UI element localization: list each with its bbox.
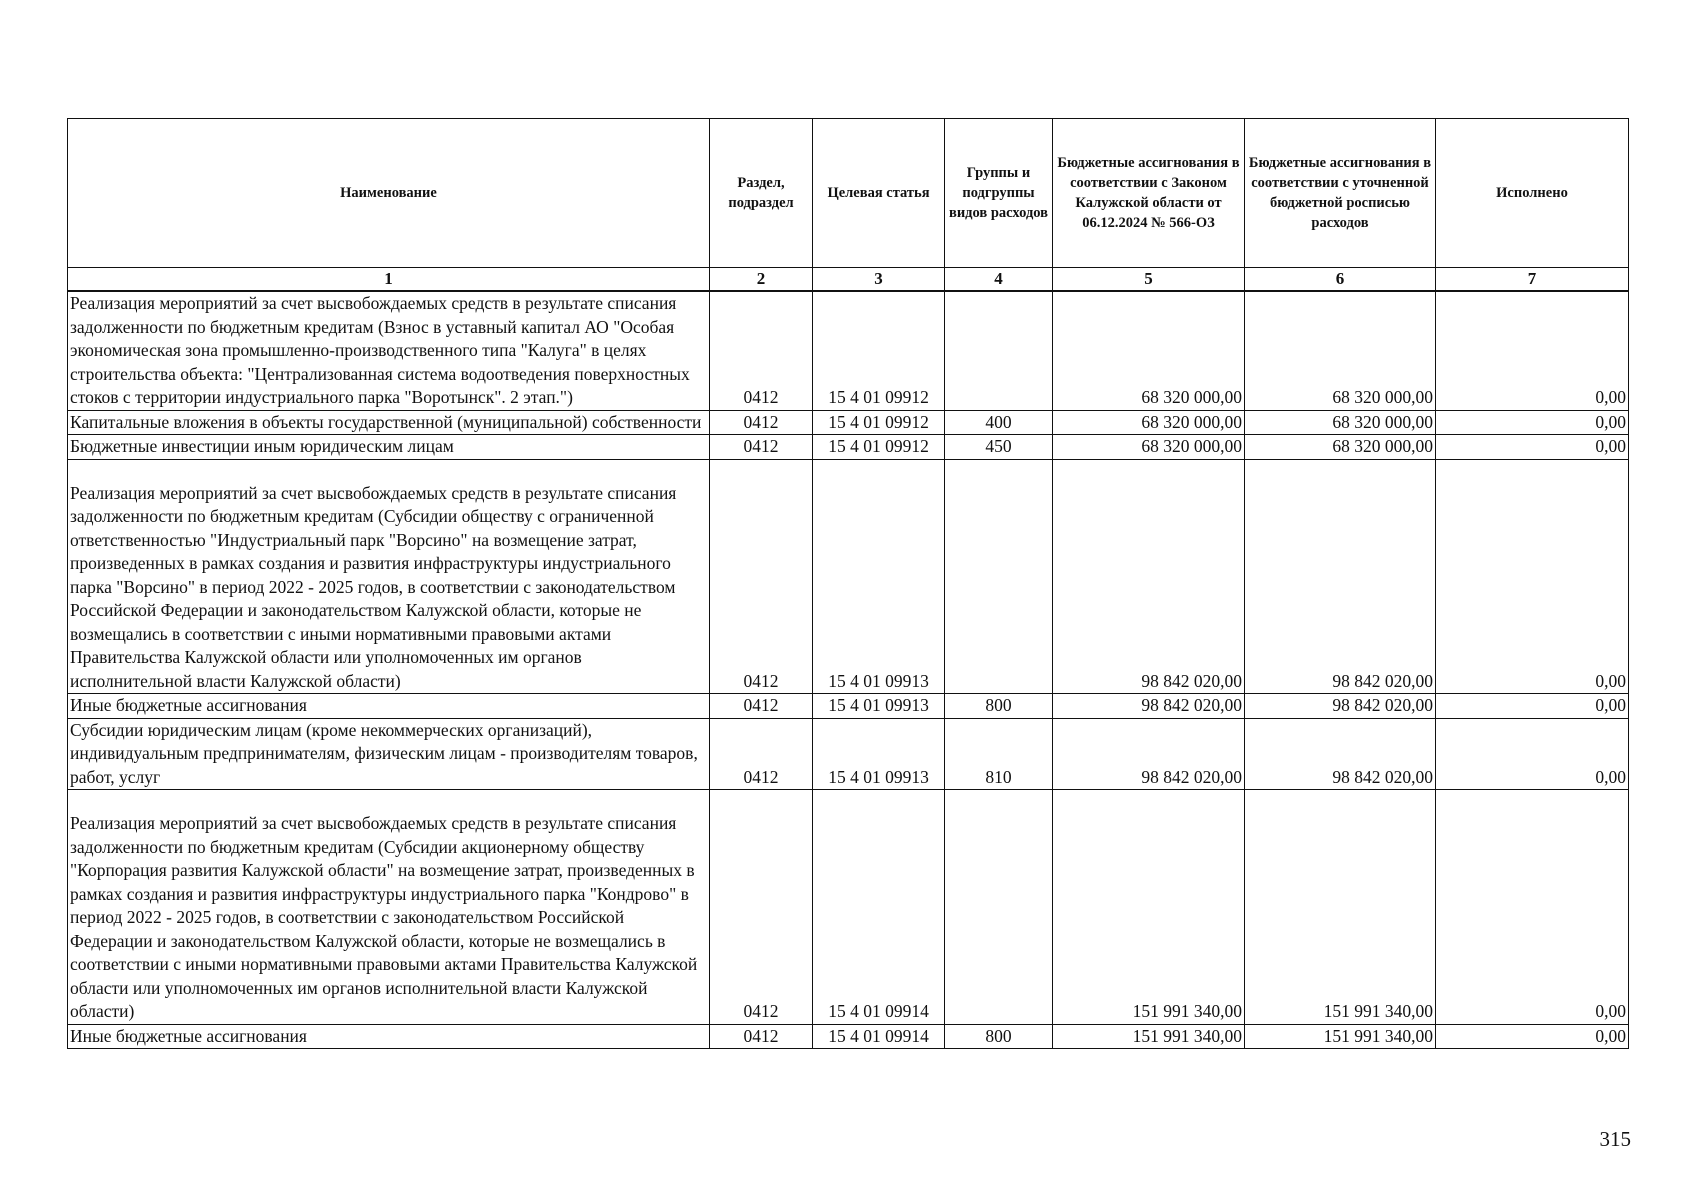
row-law-amount: 68 320 000,00 [1053,435,1245,460]
row-refined-amount: 98 842 020,00 [1245,459,1436,694]
row-refined-amount: 68 320 000,00 [1245,435,1436,460]
row-section: 0412 [710,459,813,694]
row-group: 810 [945,718,1053,790]
table-row [68,694,1629,719]
column-number: 6 [1245,268,1436,292]
row-refined-amount: 151 991 340,00 [1245,790,1436,1025]
row-executed-amount: 0,00 [1436,694,1629,719]
table-row [68,459,1629,694]
row-law-amount: 151 991 340,00 [1053,790,1245,1025]
row-article: 15 4 01 09913 [813,718,945,790]
row-group [945,291,1053,410]
row-section: 0412 [710,291,813,410]
row-executed-amount: 0,00 [1436,459,1629,694]
row-group: 450 [945,435,1053,460]
row-name: Бюджетные инвестиции иным юридическим лицам [68,435,710,460]
row-group: 800 [945,1024,1053,1049]
row-law-amount: 98 842 020,00 [1053,718,1245,790]
header-group: Группы и подгруппы видов расходов [945,119,1053,268]
row-article: 15 4 01 09912 [813,410,945,435]
column-number: 4 [945,268,1053,292]
page-number: 315 [1599,1127,1631,1151]
row-refined-amount: 68 320 000,00 [1245,410,1436,435]
row-refined-amount: 98 842 020,00 [1245,694,1436,719]
row-executed-amount: 0,00 [1436,1024,1629,1049]
header-refined-allocation: Бюджетные ассигнования в соответствии с уточненной бюджетной росписью расходов [1245,119,1436,268]
row-group: 400 [945,410,1053,435]
column-number-row [68,268,1629,292]
row-article: 15 4 01 09912 [813,435,945,460]
header-section: Раздел, подраздел [710,119,813,268]
budget-table [67,118,1629,1049]
header-executed: Исполнено [1436,119,1629,268]
row-executed-amount: 0,00 [1436,718,1629,790]
row-law-amount: 151 991 340,00 [1053,1024,1245,1049]
table-row [68,718,1629,790]
row-law-amount: 98 842 020,00 [1053,694,1245,719]
row-executed-amount: 0,00 [1436,291,1629,410]
row-name: Иные бюджетные ассигнования [68,1024,710,1049]
row-group [945,459,1053,694]
column-number: 5 [1053,268,1245,292]
row-group [945,790,1053,1025]
table-row [68,790,1629,1025]
row-name: Капитальные вложения в объекты государственной (муниципальной) собственности [68,410,710,435]
row-law-amount: 98 842 020,00 [1053,459,1245,694]
row-section: 0412 [710,435,813,460]
row-executed-amount: 0,00 [1436,410,1629,435]
column-number: 3 [813,268,945,292]
table-row [68,1024,1629,1049]
row-name: Реализация мероприятий за счет высвобождаемых средств в результате списания задолженности по бюджетным кредитам (Субсидии акционерному обществу "Корпорация развития Калужской области" на возмещение затрат, произведенных в рамках создания и развития инфраструктуры индустриального парка "Кондрово" в период 2022 - 2025 годов, в соответствии с законодательством Российской Федерации и законодательством Калужской области, которые не возмещались в соответствии с иными нормативными правовыми актами Правительства Калужской области или уполномоченных им органов исполнительной власти Калужской области) [68,790,710,1025]
row-article: 15 4 01 09914 [813,1024,945,1049]
row-section: 0412 [710,694,813,719]
row-section: 0412 [710,790,813,1025]
header-name: Наименование [68,119,710,268]
row-section: 0412 [710,718,813,790]
row-law-amount: 68 320 000,00 [1053,410,1245,435]
header-article: Целевая статья [813,119,945,268]
header-row [68,119,1629,268]
row-name: Реализация мероприятий за счет высвобождаемых средств в результате списания задолженности по бюджетным кредитам (Взнос в уставный капитал АО "Особая экономическая зона промышленно-производственного типа "Калуга" в целях строительства объекта: "Централизованная система водоотведения поверхностных стоков с территории индустриального парка "Воротынск". 2 этап.") [68,291,710,410]
table-row [68,435,1629,460]
row-executed-amount: 0,00 [1436,790,1629,1025]
column-number: 1 [68,268,710,292]
column-number: 7 [1436,268,1629,292]
table-row [68,291,1629,410]
row-article: 15 4 01 09913 [813,459,945,694]
row-article: 15 4 01 09913 [813,694,945,719]
row-refined-amount: 68 320 000,00 [1245,291,1436,410]
row-law-amount: 68 320 000,00 [1053,291,1245,410]
row-executed-amount: 0,00 [1436,435,1629,460]
row-group: 800 [945,694,1053,719]
row-refined-amount: 98 842 020,00 [1245,718,1436,790]
row-refined-amount: 151 991 340,00 [1245,1024,1436,1049]
row-section: 0412 [710,410,813,435]
row-name: Реализация мероприятий за счет высвобождаемых средств в результате списания задолженности по бюджетным кредитам (Субсидии обществу с ограниченной ответственностью "Индустриальный парк "Ворсино" на возмещение затрат, произведенных в рамках создания и развития инфраструктуры индустриального парка "Ворсино" в период 2022 - 2025 годов, в соответствии с законодательством Российской Федерации и законодательством Калужской области, которые не возмещались в соответствии с иными нормативными правовыми актами Правительства Калужской области или уполномоченных им органов исполнительной власти Калужской области) [68,459,710,694]
row-article: 15 4 01 09914 [813,790,945,1025]
row-name: Субсидии юридическим лицам (кроме некоммерческих организаций), индивидуальным предпринимателям, физическим лицам - производителям товаров, работ, услуг [68,718,710,790]
row-article: 15 4 01 09912 [813,291,945,410]
row-name: Иные бюджетные ассигнования [68,694,710,719]
column-number: 2 [710,268,813,292]
table-row [68,410,1629,435]
header-law-allocation: Бюджетные ассигнования в соответствии с Законом Калужской области от 06.12.2024 № 566-ОЗ [1053,119,1245,268]
row-section: 0412 [710,1024,813,1049]
